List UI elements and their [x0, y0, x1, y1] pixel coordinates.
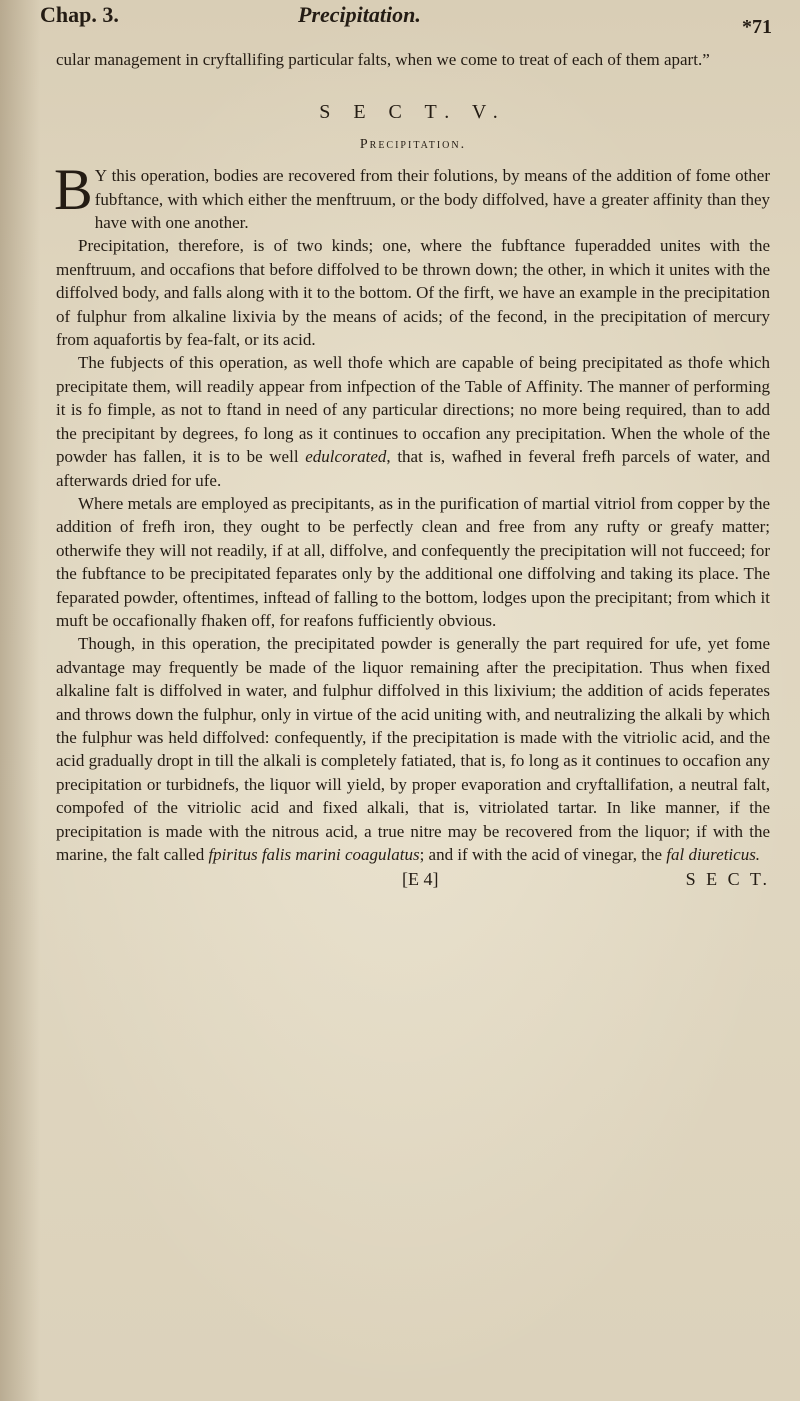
paragraph-3-italic: edulcorated — [305, 447, 387, 467]
first-word: Y — [94, 166, 107, 186]
paragraph-5-italic-a: fpiritus falis marini coagulatus — [208, 845, 420, 864]
paragraph-5 — [56, 632, 770, 866]
paragraph-3-text-b: , that is, wafhed in feveral frefh parcels of water, and afterwards dried for ufe. — [56, 447, 770, 490]
running-head — [40, 2, 772, 38]
section-subheading: Precipitation. — [359, 136, 467, 152]
paragraph-5-text-a: Though, in this operation, the precipitated powder is generally the part required for ufe, yet fome advantage may frequently be made of the liquor remaining after the precipitation. Thus when fixed alkaline falt is diffolved in water, and fulphur diffolved in this lixivium; the addition of acids feperates and throws down the fulphur, only in virtue of the acid uniting with, and neutralizing the alkali by which the fulphur was held diffolved: confequently, if the precipitation is made with the vitriolic acid, and the acid gradually dropt in till the alkali is completely fatiated, that is, fo long as it continues to occafion any precipitation or turbidnefs, the liquor will yield, by proper evaporation and cryftallifation, a neutral falt, compofed of the vitriolic acid and fixed alkali, that is, vitriolated tartar. In like manner, if the precipitation is made with the nitrous acid, a true nitre may be recovered from the liquor; if with the marine, the falt called — [56, 634, 770, 864]
carryover-paragraph: cular management in cryftallifing particular falts, when we come to treat of each of them apart.” — [56, 50, 710, 69]
signature-mark: [E 4] — [402, 869, 439, 890]
page-number: *71 — [742, 16, 772, 38]
paragraph-5-text-b: ; and if with the acid of vinegar, the — [419, 845, 667, 864]
paragraph-1 — [54, 157, 770, 234]
body-text — [56, 48, 770, 894]
paragraph-1-text: this operation, bodies are recovered from their folutions, by means of the addition of fome other fubftance, with which either the menftruum, or the body diffolved, have a greater affinity than they have with one another. — [94, 166, 770, 233]
section-heading: S E C T. V. — [319, 101, 507, 124]
paragraph-5-italic-b: fal diureticus. — [666, 845, 761, 864]
paragraph-4: Where metals are employed as precipitants, as in the purification of martial vitriol from copper by the addition of frefh iron, they ought to be perfectly clean and free from any rufty or greafy matter; otherwife they will not readily, if at all, diffolve, and confequently the precipitation will not fucceed; for the fubftance to be precipitated feparates only by the additional one diffolving and taking its place. The feparated powder, oftentimes, inftead of falling to the bottom, lodges upon the precipitant; from which it muft be occafionally fhaken off, for reafons fufficiently obvious. — [56, 493, 770, 630]
paragraph-3 — [56, 351, 770, 491]
paragraph-3-text-a: The fubjects of this operation, as well thofe which are capable of being precipitated as thofe which precipitate them, will readily appear from infpection of the Table of Affinity. The manner of performing it is fo fimple, as not to ftand in need of any particular directions; no more being required, than to add the precipitant by degrees, fo long as it continues to occafion any precipitation. When the whole of the powder has fallen, it is to be well — [56, 353, 770, 467]
catchword: S E C T. — [685, 869, 770, 890]
paragraph-2: Precipitation, therefore, is of two kinds; one, where the fubftance fuperadded unites with the menftruum, and occafions that before diffolved to be thrown down; the other, in which it unites with the diffolved body, and falls along with it to the bottom. Of the firft, we have an example in the precipitation of fulphur from alkaline lixivia by the means of acids; of the fecond, in the precipitation of mercury from aquafortis by fea-falt, or its acid. — [56, 236, 770, 350]
running-head-chapter: Chap. 3. — [40, 2, 119, 27]
drop-cap: B — [54, 157, 93, 223]
running-head-title: Precipitation. — [298, 2, 421, 27]
page-footer — [56, 868, 770, 894]
